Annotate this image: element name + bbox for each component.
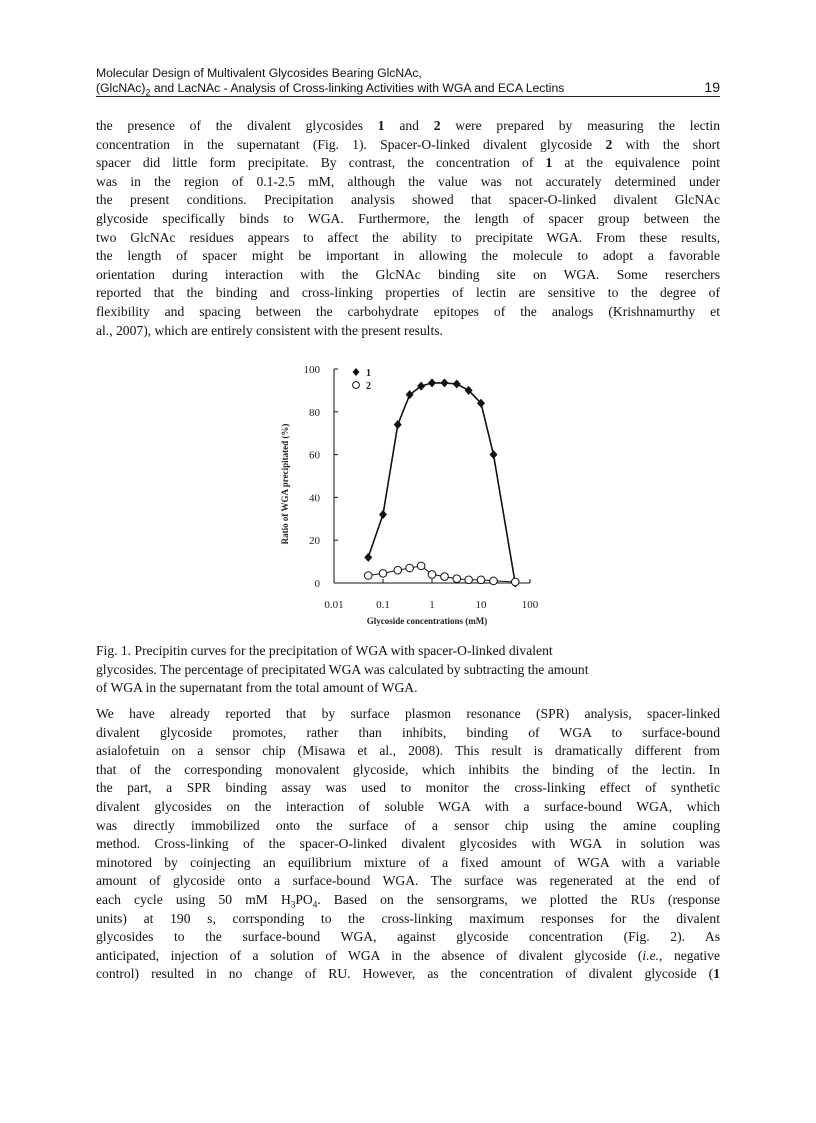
series-1-line xyxy=(368,383,515,583)
header-title-line-2: $(GlcNAc)_2$ and LacNAc - Analysis of Cross-linking Activities with WGA and ECA Lectins xyxy=(96,81,565,98)
text-line: glycoside specifically binds to WGA. Furthermore, the length of spacer group between the xyxy=(96,210,720,226)
text-line: al., 2007), which are entirely consistent with the present results. xyxy=(96,322,443,338)
text-line: amount of glycoside onto a surface-bound WGA. The surface was regenerated at the end of xyxy=(96,873,720,889)
caption-line: of WGA in the supernatant from the total amount of WGA. xyxy=(96,680,418,696)
text-line: We have already reported that by surface plasmon resonance (SPR) analysis, spacer-linked xyxy=(96,706,720,721)
text-line: reported that the binding and cross-linking properties of lectin are sensitive to the degree of xyxy=(96,285,720,301)
legend-marker-2 xyxy=(353,382,360,389)
series-1-point xyxy=(417,382,425,391)
series-2-point xyxy=(490,577,498,585)
legend-marker-1 xyxy=(353,368,360,376)
x-tick-label: 1 xyxy=(429,599,435,611)
text-line: method. Cross-linking of the spacer-O-linked divalent glycosides with WGA in solution was xyxy=(96,836,720,852)
precipitin-curve-chart xyxy=(262,355,562,635)
header-divider xyxy=(96,96,720,97)
text-line: the part, a SPR binding assay was used to monitor the cross-linking effect of synthetic xyxy=(96,780,720,796)
series-2-point xyxy=(364,572,372,580)
series-2-point xyxy=(477,576,485,584)
text-line: that of the corresponding monovalent glycoside, which inhibits the binding of the lectin. In xyxy=(96,761,720,777)
series-2-point xyxy=(406,564,414,572)
text-line: anticipated, injection of a solution of WGA in the absence of divalent glycoside (i.e., negative xyxy=(96,947,721,963)
text-line: control) resulted in no change of RU. However, as the concentration of divalent glycoside (1 xyxy=(96,966,720,982)
y-axis-label: Ratio of WGA precipitated (%) xyxy=(280,423,290,545)
series-2-point xyxy=(511,578,519,586)
text-line: the present conditions. Precipitation analysis showed that spacer-O-linked divalent GlcNAc xyxy=(96,192,720,208)
x-tick-label: 0.1 xyxy=(376,599,390,611)
text-line: was directly immobilized onto the surface of a sensor chip using the amine coupling xyxy=(96,817,720,833)
text-line: the length of spacer might be important in allowing the molecule to adopt a favorable xyxy=(96,248,720,264)
legend-label-2: 2 xyxy=(366,381,371,392)
text-line: glycosides to the surface-bound WGA, against glycoside concentration (Fig. 2). As xyxy=(96,929,720,945)
text-line: flexibility and spacing between the carbohydrate epitopes of the analogs (Krishnamurthy et xyxy=(96,303,720,319)
series-2-point xyxy=(417,562,425,570)
y-tick-label: 0 xyxy=(314,578,320,590)
text-line: the presence of the divalent glycosides 1 and 2 were prepared by measuring the lectin xyxy=(96,118,720,133)
series-1-point xyxy=(453,379,461,388)
text-line: concentration in the supernatant (Fig. 1). Spacer-O-linked divalent glycoside 2 with the short xyxy=(96,136,720,152)
caption-line: Fig. 1. Precipitin curves for the precipitation of WGA with spacer-O-linked divalent xyxy=(96,643,553,658)
figure-1-chart xyxy=(262,355,562,635)
series-1-point xyxy=(364,553,372,562)
text-line: units) at 190 s, corrsponding to the cross-linking maximum responses for the divalent xyxy=(96,910,720,926)
text-line: divalent glycosides on the interaction of soluble WGA with a surface-bound WGA, which xyxy=(96,798,720,814)
text-line: divalent glycoside promotes, rather than inhibits, binding of WGA to surface-bound xyxy=(96,724,720,740)
page-number: 19 xyxy=(704,79,720,95)
y-tick-label: 60 xyxy=(309,449,320,462)
header-title-line-1: Molecular Design of Multivalent Glycosides Bearing GlcNAc, xyxy=(96,66,422,80)
y-tick-label: 80 xyxy=(309,406,320,419)
text-line: minotored by coinjecting an equilibrium mixture of a fixed amount of WGA with a variable xyxy=(96,854,720,870)
series-2-point xyxy=(441,573,449,581)
series-2-point xyxy=(465,576,473,584)
series-1-point xyxy=(428,378,436,387)
text-line: each cycle using 50 mM $H_3PO_4$. Based on the sensorgrams, we plotted the RUs (response xyxy=(96,891,721,910)
figure-1-caption xyxy=(96,642,720,698)
text-line: spacer did little form precipitate. By contrast, the concentration of 1 at the equivalence point xyxy=(96,155,720,171)
x-tick-label: 10 xyxy=(475,599,487,611)
series-1-point xyxy=(379,510,387,519)
y-tick-label: 40 xyxy=(309,492,320,505)
series-1-point xyxy=(394,420,402,429)
series-1-point xyxy=(441,378,449,387)
x-tick-label: 100 xyxy=(521,599,539,611)
text-line: orientation during interaction with the GlcNAc binding site on WGA. Some reserchers xyxy=(96,266,720,282)
series-2-point xyxy=(379,570,387,578)
text-line: asialofetuin on a sensor chip (Misawa et al., 2008). This result is dramatically different from xyxy=(96,743,720,759)
y-tick-label: 20 xyxy=(309,535,320,548)
paragraph-2 xyxy=(96,705,720,984)
text-line: was in the region of 0.1-2.5 mM, although the value was not accurately determined under xyxy=(96,173,720,189)
legend-label-1: 1 xyxy=(366,368,371,379)
caption-line: glycosides. The percentage of precipitated WGA was calculated by subtracting the amount xyxy=(96,661,589,677)
y-tick-label: 100 xyxy=(303,364,320,376)
paragraph-1 xyxy=(96,117,720,340)
series-2-point xyxy=(428,571,436,579)
x-tick-label: 0.01 xyxy=(324,599,344,611)
series-2-point xyxy=(453,575,461,583)
series-1-point xyxy=(406,390,414,399)
series-1-point xyxy=(490,450,498,459)
series-2-point xyxy=(394,566,402,574)
text-line: two GlcNAc residues appears to affect the ability to precipitate WGA. From these results, xyxy=(96,229,720,245)
x-axis-label: Glycoside concentrations (mM) xyxy=(366,616,488,626)
